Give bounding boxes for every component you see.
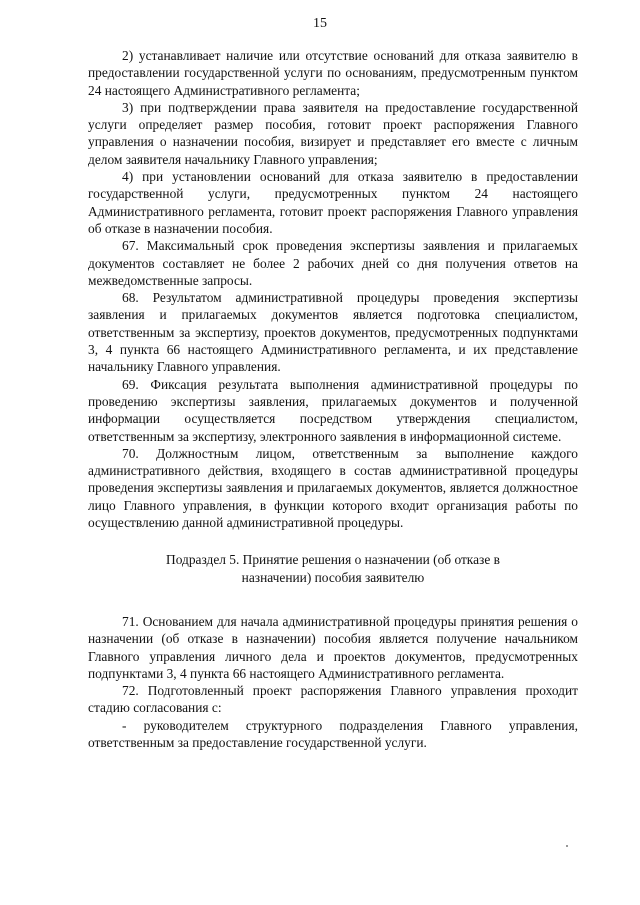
paragraph-69: 69. Фиксация результата выполнения административной процедуры по проведению экспертизы заявления, прилагаемых документов и полученной информации осуществляется посредством утверждения специалистом, ответственным за экспертизу, электронного заявления в информационной системе. bbox=[88, 376, 578, 444]
paragraph-item-3: 3) при подтверждении права заявителя на предоставление государственной услуги определяет размер пособия, готовит проект распоряжения Главного управления о назначении пособия, визирует и представляет его вместе с личным делом заявителя начальнику Главного управления; bbox=[88, 99, 578, 167]
paragraph-71: 71. Основанием для начала административной процедуры принятия решения о назначении (об отказе в назначении) пособия является получение начальником Главного управления личного дела и проектов документов, предусмотренных подпунктами 3, 4 пункта 66 настоящего Административного регламента. bbox=[88, 613, 578, 681]
paragraph-67: 67. Максимальный срок проведения экспертизы заявления и прилагаемых документов составляет не более 2 рабочих дней со дня получения ответов на межведомственные запросы. bbox=[88, 238, 578, 288]
paragraph-dash-item: - руководителем структурного подразделения Главного управления, ответственным за предоставление государственной услуги. bbox=[88, 717, 578, 750]
subsection-heading-line-1: Подраздел 5. Принятие решения о назначении (об отказе в bbox=[166, 552, 500, 568]
paragraph-item-2: 2) устанавливает наличие или отсутствие оснований для отказа заявителю в предоставлении государственной услуги по основаниям, предусмотренным пунктом 24 настоящего Административного регламента; bbox=[88, 48, 578, 98]
document-body bbox=[88, 47, 578, 751]
subsection-heading bbox=[88, 551, 578, 586]
scan-speck-mark bbox=[566, 845, 568, 847]
subsection-heading-line-2: назначении) пособия заявителю bbox=[241, 569, 425, 585]
paragraph-72: 72. Подготовленный проект распоряжения Главного управления проходит стадию согласования с: bbox=[88, 683, 578, 716]
paragraph-70: 70. Должностным лицом, ответственным за выполнение каждого административного действия, входящего в состав административной процедуры проведения экспертизы заявления и прилагаемых документов, является должностное лицо Главного управления, в функции которого входит организация работы по осуществлению данной административной процедуры. bbox=[88, 445, 578, 531]
paragraph-68: 68. Результатом административной процедуры проведения экспертизы заявления и прилагаемых документов является подготовка специалистом, ответственным за экспертизу, проектов документов, предусмотренных подпунктами 3, 4 пункта 66 настоящего Административного регламента, и их представление начальнику Главного управления. bbox=[88, 290, 578, 375]
page-number: 15 bbox=[313, 16, 327, 31]
paragraph-item-4: 4) при установлении оснований для отказа заявителю в предоставлении государственной услуги, предусмотренных пунктом 24 настоящего Административного регламента, готовит проект распоряжения Главного управления об отказе в назначении пособия. bbox=[88, 169, 578, 236]
